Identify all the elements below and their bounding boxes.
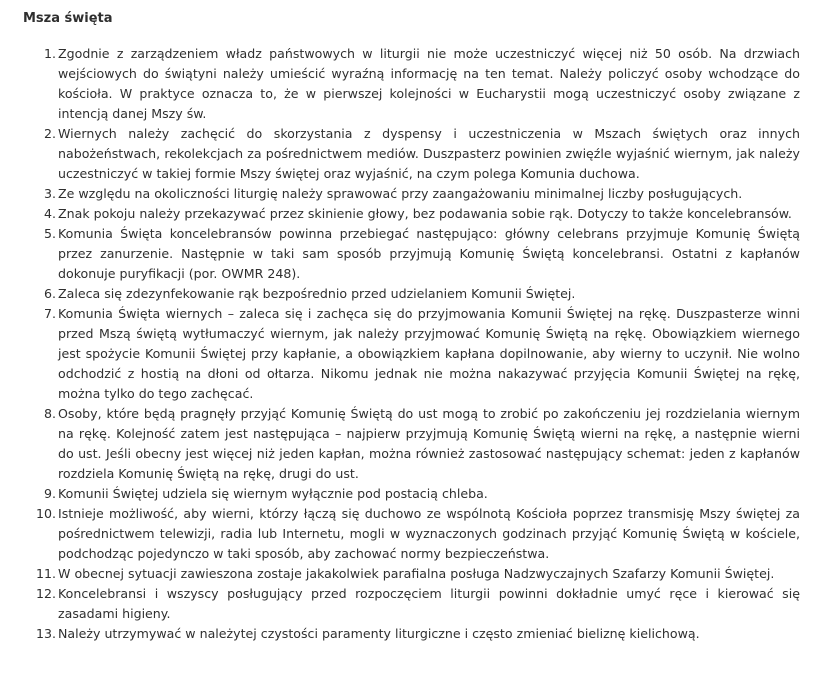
item-number: 10. [35, 506, 56, 521]
item-text: Ze względu na okoliczności liturgię należy sprawować przy zaangażowaniu minimalnej liczby posługujących. [58, 186, 743, 201]
item-number: 6. [43, 286, 56, 301]
item-number: 3. [43, 186, 56, 201]
list-item [23, 284, 800, 304]
list-item [23, 504, 800, 564]
item-text: Koncelebransi i wszyscy posługujący przed rozpoczęciem liturgii powinni dokładnie umyć ręce i kierować się zasadami higieny. [58, 586, 800, 621]
list-item [23, 184, 800, 204]
item-number: 7. [43, 306, 56, 321]
list-item [23, 484, 800, 504]
list-item [23, 124, 800, 184]
item-text: Komunii Świętej udziela się wiernym wyłącznie pod postacią chleba. [58, 486, 488, 501]
list-item [23, 624, 800, 644]
item-number: 5. [43, 226, 56, 241]
item-number: 8. [43, 406, 56, 421]
item-number: 12. [35, 586, 56, 601]
list-item [23, 404, 800, 484]
item-text: Zaleca się zdezynfekowanie rąk bezpośrednio przed udzielaniem Komunii Świętej. [58, 286, 576, 301]
list-item [23, 44, 800, 124]
item-text: Istnieje możliwość, aby wierni, którzy łączą się duchowo ze wspólnotą Kościoła poprzez transmisję Mszy świętej za pośrednictwem telewizji, radia lub Internetu, mogli w wyznaczonych godzinach przyjąć Komunię Świętą w kościele, podchodząc pojedynczo w taki sposób, aby zachować normy bezpieczeństwa. [58, 506, 800, 561]
list-item [23, 204, 800, 224]
item-text: Zgodnie z zarządzeniem władz państwowych w liturgii nie może uczestniczyć więcej niż 50 osób. Na drzwiach wejściowych do świątyni należy umieścić wyraźną informację na ten temat. Należy policzyć osoby wchodzące do kościoła. W praktyce oznacza to, że w pierwszej kolejności w Eucharystii mogą uczestniczyć osoby związane z intencją danej Mszy św. [58, 46, 800, 121]
item-text: Komunia Święta wiernych – zaleca się i zachęca się do przyjmowania Komunii Świętej na rękę. Duszpasterze winni przed Mszą świętą wytłumaczyć wiernym, jak należy przyjmować Komunię Świętą na rękę. Obowiązkiem wiernego jest spożycie Komunii Świętej przy kapłanie, a obowiązkiem kapłana dopilnowanie, aby wierny to uczynił. Nie wolno odchodzić z hostią na dłoni od ołtarza. Nikomu jednak nie można nakazywać przyjęcia Komunii Świętej na rękę, można tylko do tego zachęcać. [58, 306, 800, 401]
item-text: Komunia Święta koncelebransów powinna przebiegać następująco: główny celebrans przyjmuje Komunię Świętą przez zanurzenie. Następnie w taki sam sposób przyjmują Komunię Świętą koncelebransi. Ostatni z kapłanów dokonuje puryfikacji (por. OWMR 248). [58, 226, 800, 281]
list-item [23, 564, 800, 584]
item-number: 13. [35, 626, 56, 641]
item-text: Należy utrzymywać w należytej czystości paramenty liturgiczne i często zmieniać bieliznę kielichową. [58, 626, 700, 641]
list-item [23, 584, 800, 624]
item-number: 4. [43, 206, 56, 221]
item-text: Znak pokoju należy przekazywać przez skinienie głowy, bez podawania sobie rąk. Dotyczy to także koncelebransów. [58, 206, 792, 221]
item-number: 2. [43, 126, 56, 141]
item-number: 9. [43, 486, 56, 501]
rules-list [23, 44, 800, 644]
item-text: Wiernych należy zachęcić do skorzystania z dyspensy i uczestniczenia w Mszach świętych oraz innych nabożeństwach, rekolekcjach za pośrednictwem mediów. Duszpasterz powinien zwięźle wyjaśnić wiernym, jak należy uczestniczyć w takiej formie Mszy świętej oraz wyjaśnić, na czym polega Komunia duchowa. [58, 126, 800, 181]
page-title: Msza święta [23, 11, 113, 26]
list-item [23, 304, 800, 404]
item-text: Osoby, które będą pragnęły przyjąć Komunię Świętą do ust mogą to zrobić po zakończeniu jej rozdzielania wiernym na rękę. Kolejność zatem jest następująca – najpierw przyjmują Komunię Świętą wierni na rękę, a następnie wierni do ust. Jeśli obecny jest więcej niż jeden kapłan, można również zastosować następujący schemat: jeden z kapłanów rozdziela Komunię Świętą na rękę, drugi do ust. [58, 406, 800, 481]
item-number: 11. [35, 566, 56, 581]
item-text: W obecnej sytuacji zawieszona zostaje jakakolwiek parafialna posługa Nadzwyczajnych Szafarzy Komunii Świętej. [58, 566, 775, 581]
item-number: 1. [43, 46, 56, 61]
list-item [23, 224, 800, 284]
